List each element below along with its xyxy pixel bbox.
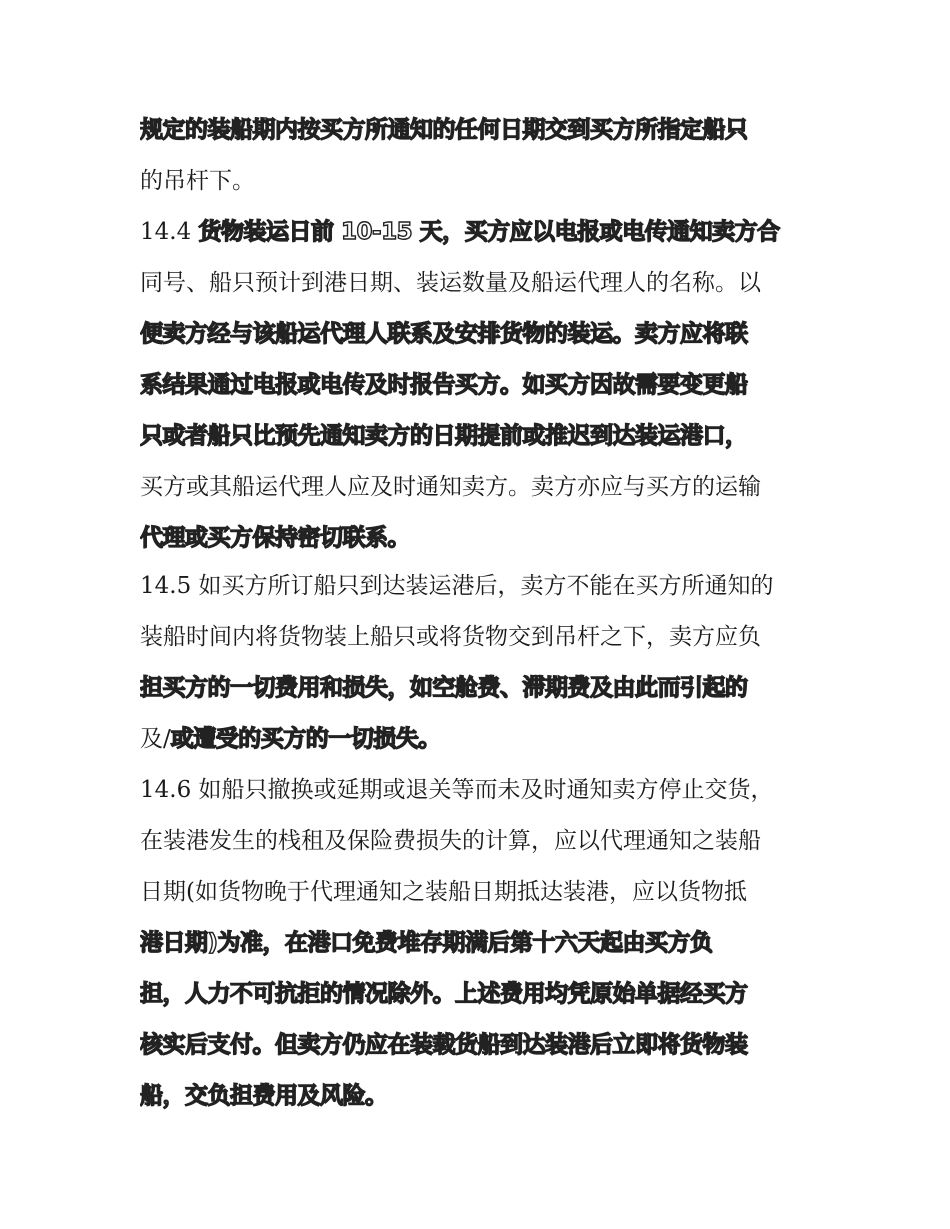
text-line: 只或者船只比预先通知卖方的日期提前或推迟到达装运港口， (140, 423, 748, 449)
text-span: 货物装运日前 10-15 天，买方应以电报或电传通知卖方合 (198, 219, 780, 245)
text-line: 系结果通过电报或电传及时报告买方。如买方因故需要变更船 (140, 372, 748, 398)
text-line: 船，交负担费用及风险。 (140, 1083, 388, 1109)
text-line (140, 719, 820, 759)
text-line: 规定的装船期内按买方所通知的任何日期交到买方所指定船只 (140, 117, 748, 143)
text-line: 14.6 如船只撤换或延期或退关等而未及时通知卖方停止交货， (140, 777, 774, 803)
text-line: 港日期)为准，在港口免费堆存期满后第十六天起由买方负 (140, 930, 713, 956)
text-line: 担买方的一切费用和损失，如空舱费、滞期费及由此而引起的 (140, 675, 748, 701)
text-line: 同号、船只预计到港日期、装运数量及船运代理人的名称。以 (140, 270, 761, 296)
text-line: 14.5 如买方所订船只到达装运港后，卖方不能在买方所通知的 (140, 573, 774, 599)
text-line: 在装港发生的栈租及保险费损失的计算，应以代理通知之装船 (140, 828, 761, 854)
text-line: 便卖方经与该船运代理人联系及安排货物的装运。卖方应将联 (140, 321, 748, 347)
text-line: 买方或其船运代理人应及时通知卖方。卖方亦应与买方的运输 (140, 474, 761, 500)
text-line: 装船时间内将货物装上船只或将货物交到吊杆之下，卖方应负 (140, 624, 761, 650)
text-line (140, 212, 820, 252)
text-span: 或遭受的买方的一切损失。 (170, 726, 441, 752)
text-line: 代理或买方保持密切联系。 (140, 525, 410, 551)
text-line: 的吊杆下。 (140, 168, 255, 194)
clause-number: 14.4 (140, 219, 199, 245)
text-span: 及/ (140, 726, 171, 752)
text-line: 日期(如货物晚于代理通知之装船日期抵达装港，应以货物抵 (140, 879, 747, 905)
text-line: 核实后支付。但卖方仍应在装载货船到达装港后立即将货物装 (140, 1032, 748, 1058)
text-line: 担，人力不可抗拒的情况除外。上述费用均凭原始单据经买方 (140, 981, 748, 1007)
